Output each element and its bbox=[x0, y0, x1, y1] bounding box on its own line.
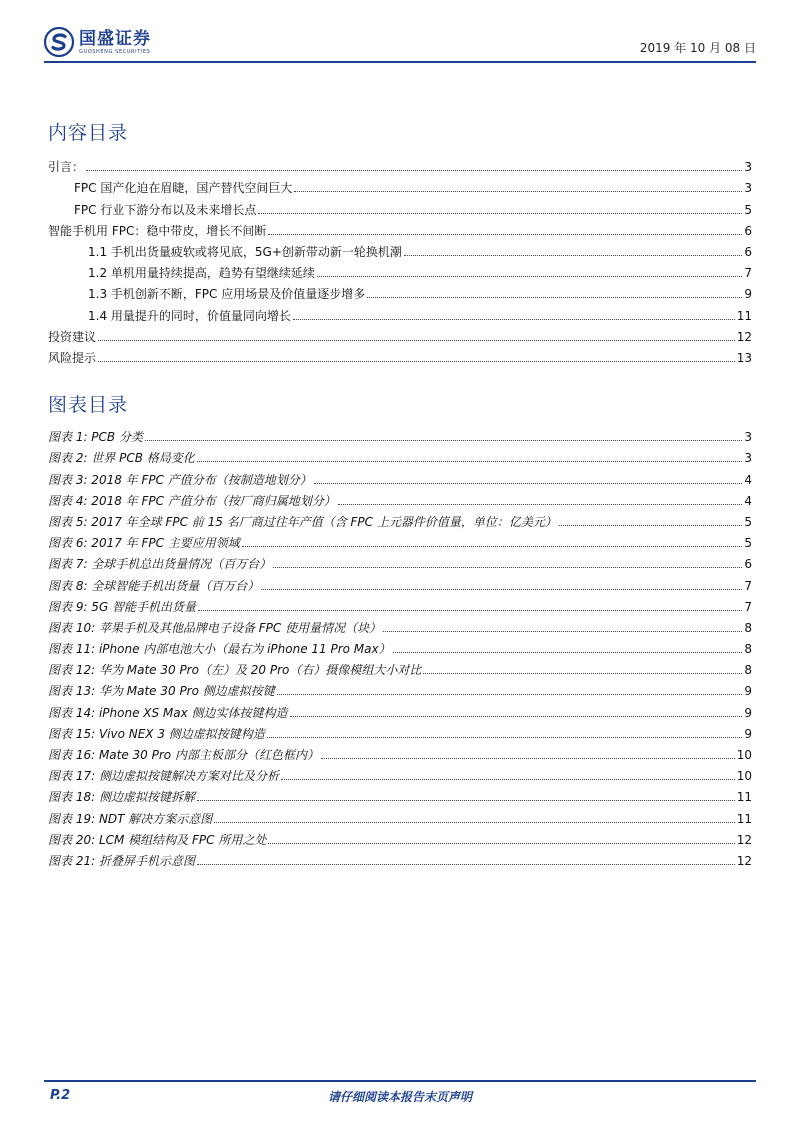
dot-leader bbox=[314, 483, 743, 484]
dot-leader bbox=[281, 779, 735, 780]
toc-entry[interactable]: 1.4 用量提升的同时，价值量同向增长 11 bbox=[88, 308, 752, 323]
dot-leader bbox=[559, 525, 743, 526]
dot-leader bbox=[98, 340, 735, 341]
toc-entry[interactable]: 1.3 手机创新不断，FPC 应用场景及价值量逐步增多 9 bbox=[88, 287, 752, 302]
dot-leader bbox=[393, 652, 743, 653]
figure-entry[interactable]: 图表 4: 2018 年 FPC 产值分布（按厂商归属地划分） 4 bbox=[48, 493, 752, 508]
figure-entry[interactable]: 图表 18: 侧边虚拟按键拆解 11 bbox=[48, 790, 752, 805]
dot-leader bbox=[242, 546, 743, 547]
figure-entry[interactable]: 图表 10: 苹果手机及其他品牌电子设备 FPC 使用量情况（块） 8 bbox=[48, 620, 752, 635]
figure-entry[interactable]: 图表 9: 5G 智能手机出货量 7 bbox=[48, 599, 752, 614]
dot-leader bbox=[197, 461, 743, 462]
dot-leader bbox=[423, 673, 742, 674]
figure-entry[interactable]: 图表 12: 华为 Mate 30 Pro（左）及 20 Pro（右）摄像模组大小对比 8 bbox=[48, 663, 752, 678]
dot-leader bbox=[214, 822, 734, 823]
guosheng-logo-icon bbox=[44, 27, 74, 57]
footer-disclaimer: 请仔细阅读本报告末页声明 bbox=[327, 1090, 472, 1104]
dot-leader bbox=[267, 737, 743, 738]
figure-entry[interactable]: 图表 15: Vivo NEX 3 侧边虚拟按键构造 9 bbox=[48, 726, 752, 741]
dot-leader bbox=[317, 276, 742, 277]
footer-divider bbox=[44, 1080, 756, 1082]
dot-leader bbox=[145, 440, 742, 441]
figure-entry[interactable]: 图表 6: 2017 年 FPC 主要应用领域 5 bbox=[48, 536, 752, 551]
figure-entry[interactable]: 图表 14: iPhone XS Max 侧边实体按键构造 9 bbox=[48, 705, 752, 720]
contents-list bbox=[48, 153, 752, 365]
dot-leader bbox=[290, 716, 743, 717]
toc-entry[interactable]: 1.2 单机用量持续提高，趋势有望继续延续 7 bbox=[88, 266, 752, 281]
dot-leader bbox=[261, 589, 742, 590]
toc-entry[interactable]: 1.1 手机出货量疲软或将见底，5G+创新带动新一轮换机潮 6 bbox=[88, 244, 752, 259]
dot-leader bbox=[258, 213, 742, 214]
figure-entry[interactable]: 图表 1: PCB 分类 3 bbox=[48, 430, 752, 445]
toc-entry[interactable]: 投资建议 12 bbox=[48, 329, 752, 344]
dot-leader bbox=[98, 361, 735, 362]
toc-entry[interactable]: 引言： 3 bbox=[48, 160, 752, 175]
dot-leader bbox=[268, 234, 742, 235]
figure-entry[interactable]: 图表 11: iPhone 内部电池大小（最右为 iPhone 11 Pro Max） 8 bbox=[48, 642, 752, 657]
figure-entry[interactable]: 图表 17: 侧边虚拟按键解决方案对比及分析 10 bbox=[48, 769, 752, 784]
page-number: P.2 bbox=[50, 1088, 71, 1103]
dot-leader bbox=[277, 694, 743, 695]
figure-entry[interactable]: 图表 19: NDT 解决方案示意图 11 bbox=[48, 811, 752, 826]
dot-leader bbox=[197, 864, 735, 865]
figure-entry[interactable]: 图表 16: Mate 30 Pro 内部主板部分（红色框内） 10 bbox=[48, 748, 752, 762]
dot-leader bbox=[404, 255, 742, 256]
dot-leader bbox=[268, 843, 734, 844]
figure-entry[interactable]: 图表 3: 2018 年 FPC 产值分布（按制造地划分） 4 bbox=[48, 472, 752, 487]
dot-leader bbox=[293, 319, 735, 320]
company-logo bbox=[44, 24, 151, 60]
figures-title: 图表目录 bbox=[48, 394, 129, 416]
figure-entry[interactable]: 图表 2: 世界 PCB 格局变化 3 bbox=[48, 451, 752, 466]
page-header bbox=[44, 24, 756, 60]
dot-leader bbox=[294, 191, 742, 192]
dot-leader bbox=[383, 631, 742, 632]
toc-entry[interactable]: 智能手机用 FPC：稳中带皮，增长不间断 6 bbox=[48, 223, 752, 238]
company-name-en: GUOSHENG SECURITIES bbox=[79, 48, 151, 55]
toc-entry[interactable]: FPC 行业下游分布以及未来增长点 5 bbox=[74, 202, 752, 217]
header-divider bbox=[44, 61, 756, 63]
company-name-cn: 国盛证券 bbox=[79, 28, 151, 49]
figure-entry[interactable]: 图表 13: 华为 Mate 30 Pro 侧边虚拟按键 9 bbox=[48, 684, 752, 699]
dot-leader bbox=[338, 504, 743, 505]
figure-entry[interactable]: 图表 5: 2017 年全球 FPC 前 15 名厂商过往年产值（含 FPC 上元器件价值量，单位：亿美元） 5 bbox=[48, 514, 752, 529]
figure-entry[interactable]: 图表 20: LCM 模组结构及 FPC 所用之处 12 bbox=[48, 832, 752, 847]
figure-entry[interactable]: 图表 21: 折叠屏手机示意图 12 bbox=[48, 853, 752, 868]
figure-entry[interactable]: 图表 8: 全球智能手机出货量（百万台） 7 bbox=[48, 578, 752, 593]
dot-leader bbox=[197, 800, 735, 801]
figures-list bbox=[48, 423, 752, 868]
dot-leader bbox=[367, 297, 742, 298]
dot-leader bbox=[86, 170, 742, 171]
contents-title: 内容目录 bbox=[48, 122, 129, 144]
toc-entry[interactable]: FPC 国产化迫在眉睫，国产替代空间巨大 3 bbox=[74, 181, 752, 196]
dot-leader bbox=[273, 567, 742, 568]
figure-entry[interactable]: 图表 7: 全球手机总出货量情况（百万台） 6 bbox=[48, 557, 752, 572]
toc-entry[interactable]: 风险提示 13 bbox=[48, 350, 752, 365]
dot-leader bbox=[198, 610, 742, 611]
report-date: 2019 年 10 月 08 日 bbox=[639, 41, 756, 55]
dot-leader bbox=[321, 758, 735, 759]
